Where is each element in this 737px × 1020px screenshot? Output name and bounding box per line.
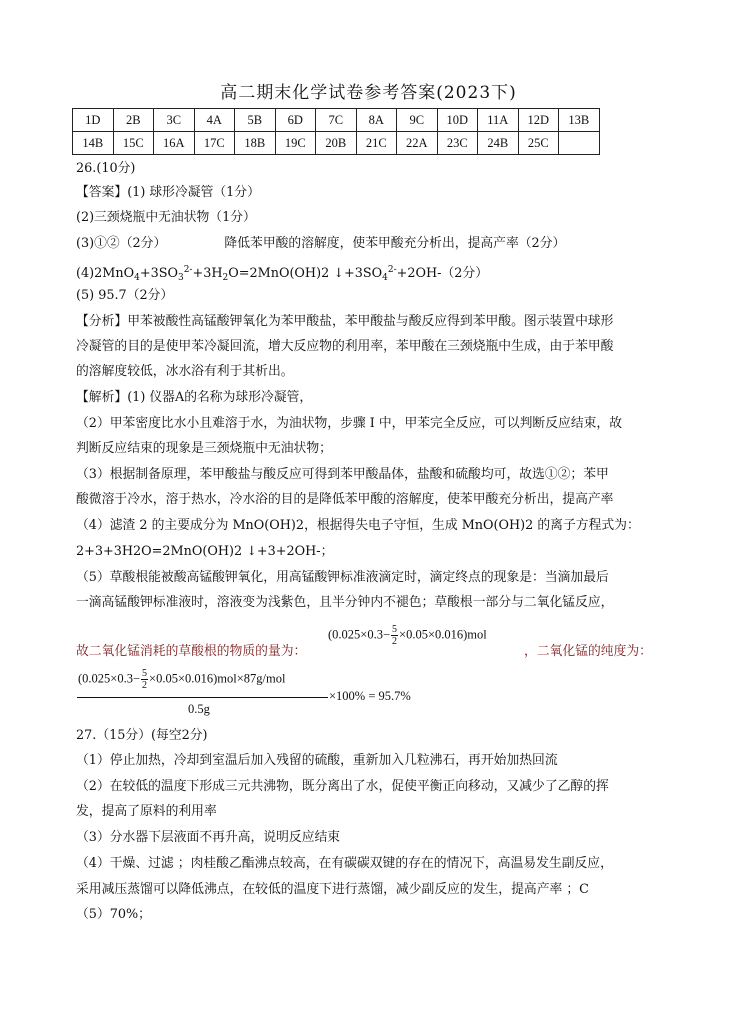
table-cell: 9C bbox=[397, 109, 438, 132]
table-cell: 14B bbox=[73, 132, 114, 155]
fraction-bar bbox=[77, 697, 328, 698]
q26-oxalate-formula: (0.025×0.3− $\frac{5}{2}$ ×0.05×0.016)mol bbox=[328, 624, 487, 647]
table-cell: 18B bbox=[235, 132, 276, 155]
table-cell: 21C bbox=[356, 132, 397, 155]
q26-explain-line: 一滴高锰酸钾标准液时，溶液变为浅紫色，且半分钟内不褪色；草酸根一部分与二氧化锰反应， bbox=[76, 595, 614, 610]
page-title: 高二期末化学试卷参考答案(2023下) bbox=[220, 83, 517, 103]
q27-line: （5）70%； bbox=[76, 907, 151, 922]
q26-answer-5: (5) 95.7（2分） bbox=[76, 288, 174, 303]
q26-explain-line: （3）根据制备原理，苯甲酸盐与酸反应可得到苯甲酸晶体，盐酸和硫酸均可，故选①②；苯甲 bbox=[76, 467, 609, 482]
q26-explain-line: （2）甲苯密度比水小且难溶于水，为油状物，步骤 I 中，甲苯完全反应，可以判断反应结束，故 bbox=[76, 416, 623, 431]
q27-line: （2）在较低的温度下形成三元共沸物，既分离出了水，促使平衡正向移动，又减少了乙醇的挥 bbox=[76, 779, 609, 794]
q27-line: 发，提高了原料的利用率 bbox=[76, 804, 217, 819]
table-cell: 5B bbox=[235, 109, 276, 132]
table-cell bbox=[559, 132, 600, 155]
q26-explain-line: 2+3+3H2O=2MnO(OH)2 ↓+3+2OH-； bbox=[76, 544, 334, 559]
table-cell: 10D bbox=[437, 109, 478, 132]
q27-line: 采用减压蒸馏可以降低沸点，在较低的温度下进行蒸馏，减少副反应的发生，提高产率 ；C bbox=[76, 882, 589, 897]
table-cell: 11A bbox=[478, 109, 519, 132]
table-cell: 20B bbox=[316, 132, 357, 155]
q26-explain-line: 酸微溶于冷水，溶于热水，冷水浴的目的是降低苯甲酸的溶解度，使苯甲酸充分析出，提高产率 bbox=[76, 492, 614, 507]
q26-answer-3-choice: (3)①②（2分） bbox=[76, 236, 167, 251]
table-cell: 16A bbox=[154, 132, 195, 155]
q27-line: （3）分水器下层液面不再升高，说明反应结束 bbox=[76, 830, 341, 845]
q26-oxalate-label: 故二氧化锰消耗的草酸根的物质的量为： bbox=[76, 644, 307, 659]
q26-answer-1: 【答案】(1) 球形冷凝管（1分） bbox=[76, 185, 260, 200]
q26-explain-line: 【解析】(1) 仪器A的名称为球形冷凝管， bbox=[76, 390, 313, 405]
q27-line: （4）干燥、过滤 ；肉桂酸乙酯沸点较高，在有碳碳双键的存在的情况下，高温易发生副反应， bbox=[76, 856, 613, 871]
table-cell: 3C bbox=[154, 109, 195, 132]
table-cell: 22A bbox=[397, 132, 438, 155]
table-row bbox=[73, 132, 600, 155]
q26-answer-3-reason: 降低苯甲酸的溶解度，使苯甲酸充分析出，提高产率（2分） bbox=[224, 236, 566, 251]
q26-explain-line: （4）滤渣 2 的主要成分为 MnO(OH)2，根据得失电子守恒，生成 MnO(OH)2 的离子方程式为： bbox=[76, 518, 640, 533]
table-cell: 15C bbox=[113, 132, 154, 155]
table-cell: 4A bbox=[194, 109, 235, 132]
table-cell: 19C bbox=[275, 132, 316, 155]
q26-explain-line: 判断反应结束的现象是三颈烧瓶中无油状物； bbox=[76, 441, 332, 456]
q26-analysis-line: 的溶解度较低，冰水浴有利于其析出。 bbox=[76, 364, 294, 379]
table-cell: 12D bbox=[518, 109, 559, 132]
table-cell: 8A bbox=[356, 109, 397, 132]
table-cell: 17C bbox=[194, 132, 235, 155]
table-cell: 6D bbox=[275, 109, 316, 132]
table-cell: 13B bbox=[559, 109, 600, 132]
q26-purity-label: ，二氧化锰的纯度为： bbox=[524, 644, 652, 659]
q26-answer-2: (2)三颈烧瓶中无油状物（1分） bbox=[76, 210, 256, 225]
q26-explain-line: （5）草酸根能被酸高锰酸钾氧化，用高锰酸钾标准液滴定时，滴定终点的现象是：当滴加最后 bbox=[76, 570, 609, 585]
q26-purity-result: ×100% = 95.7% bbox=[329, 689, 411, 703]
q26-header: 26.(10分) bbox=[76, 161, 136, 176]
q26-answer-3 bbox=[76, 235, 565, 253]
table-cell: 7C bbox=[316, 109, 357, 132]
q26-answer-4-equation: $(4)2MnO_4+3SO_3^{2-}+3H_2O=2MnO(OH)2$ $↓+3SO_4^{2-}+2OH-(2$分） bbox=[76, 265, 489, 283]
q26-analysis-line: 冷凝管的目的是使甲苯冷凝回流，增大反应物的利用率，苯甲酸在三颈烧瓶中生成，由于苯甲酸 bbox=[76, 339, 614, 354]
table-cell: 1D bbox=[73, 109, 114, 132]
table-row bbox=[73, 109, 600, 132]
fraction: $\frac{5}{2}$ bbox=[392, 624, 398, 647]
q26-purity-denominator: 0.5g bbox=[188, 702, 210, 716]
fraction: $\frac{5}{2}$ bbox=[142, 668, 148, 691]
q26-purity-numerator: (0.025×0.3− $\frac{5}{2}$ ×0.05×0.016)mol×87g/mol bbox=[78, 668, 286, 691]
answer-table bbox=[72, 108, 600, 155]
table-cell: 25C bbox=[518, 132, 559, 155]
q27-line: （1）停止加热，冷却到室温后加入残留的硫酸，重新加入几粒沸石，再开始加热回流 bbox=[76, 753, 558, 768]
table-cell: 24B bbox=[478, 132, 519, 155]
table-cell: 2B bbox=[113, 109, 154, 132]
q27-line: 27.（15分）(每空2分) bbox=[76, 728, 208, 743]
q26-analysis-line: 【分析】甲苯被酸性高锰酸钾氧化为苯甲酸盐，苯甲酸盐与酸反应得到苯甲酸。图示装置中球形 bbox=[76, 314, 614, 329]
table-cell: 23C bbox=[437, 132, 478, 155]
